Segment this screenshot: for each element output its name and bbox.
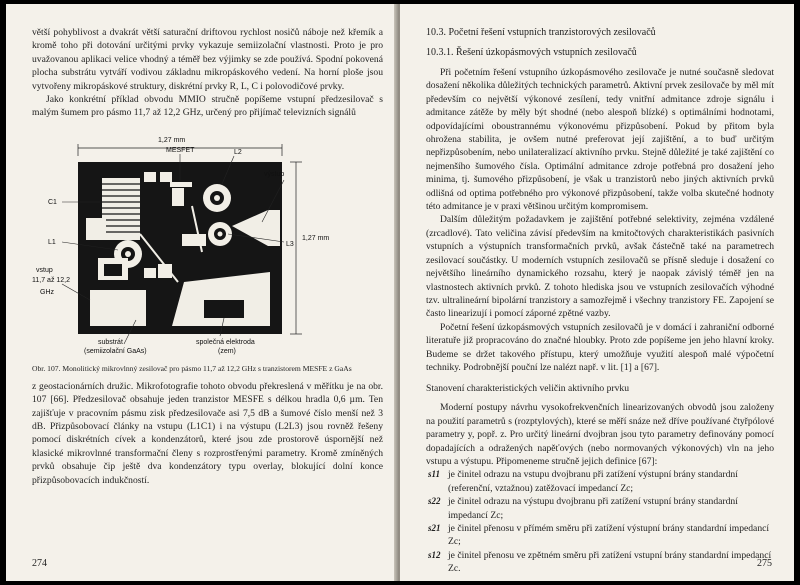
- paragraph: Početní řešení úzkopásmových vstupních zesilovačů je v domácí i zahraniční odborné literatuře již propracováno do značné hloubky. Proto zde popíšeme jen jeho hlavní kroky. Budeme se držet takového přístupu, který umožňuje využití alespoň malé výpočetní techniky. Podrobnější pouční lze nalézt např. v lit. [1] a [67].: [426, 321, 774, 373]
- parameter-symbol: s12: [428, 549, 441, 560]
- definition-text: je činitel odrazu na vstupu dvojbranu při zatížení výstupní brány standardní (referenční, vztažnou) zatěžovací impedancí Zc;: [448, 469, 738, 494]
- definition-text: je činitel přenosu ve zpětném směru při zatížení vstupní brány standardní impedancí Zc.: [448, 549, 772, 575]
- chip-layout-drawing: [32, 122, 383, 362]
- l3-label: L3: [286, 240, 294, 248]
- l2-label: L2: [234, 148, 242, 156]
- input-frequency-label: 11,7 až 12,2: [32, 276, 71, 284]
- definition-item: [426, 522, 774, 549]
- right-page: [400, 4, 794, 581]
- ghz-label: GHz: [40, 288, 54, 296]
- definition-item: [426, 549, 774, 576]
- left-page: [6, 4, 397, 581]
- page-number: 274: [32, 558, 47, 569]
- definition-text: je činitel přenosu v přímém směru při zatížení výstupní brány standardní impedancí Zc;: [448, 523, 770, 548]
- paragraph: Dalším důležitým požadavkem je zajištění potřebné selektivity, zejména vzdálené (zrcadlové). Tato veličina závisí především na kmitočtových charakteristikách pasivních vstupních a výstupních transformačních prvků, avšak částečně také na parametrech zesilovací součástky. U moderních vstupních zesilovačů se přísně sleduje i dosažení co největšího lineárního dynamického rozsahu, který je naopak závislý téměř jen na vlastnostech aktivních prvků. Z tohoto hlediska jsou ve vstupních zesilovačích výhodné tzv. ultralineární bipolární tranzistory a samozřejmě i všechny tranzistory FE. Zapojení se často linearizují i pomocí záporné zpětné vazby.: [426, 214, 774, 320]
- definition-item: [426, 495, 774, 522]
- electrode-label: společná elektroda: [196, 338, 255, 346]
- figure-107: [32, 122, 383, 362]
- definition-item: [426, 468, 774, 495]
- dim-top-label: 1,27 mm: [158, 136, 186, 144]
- parameter-symbol: s11: [428, 469, 441, 480]
- output-label: výstup: [264, 170, 285, 178]
- input-label: vstup: [36, 266, 53, 274]
- parameter-symbol: s21: [428, 523, 441, 533]
- subsection-heading: 10.3.1. Řešení úzkopásmových vstupních zesilovačů: [426, 47, 637, 58]
- parameter-symbol: s22: [428, 496, 441, 507]
- paragraph: větší pohyblivost a dvakrát větší saturační driftovou rychlost nosičů náboje než křemík a kromě toho při dotování určitými prvky vykazuje semiizolační vlastnosti. Proto je pro uvažovanou aplikaci velice vhodný a téměř bez výjimky se zde používá. Spodní pokovená plocha substrátu vytváří vodivou základnu mikropáskového vedení. Na horní ploše jsou vytvořeny mikropáskové struktury, diskrétní prvky R, L, C i polovodičové prvky.: [32, 27, 383, 92]
- paragraph: Jako konkrétní příklad obvodu MMIO stručně popíšeme vstupní předzesilovač s malým šumem pro pásmo 11,7 až 12,2 GHz, určený pro přijímač televizních signálů: [32, 94, 383, 119]
- mesfet-label: MESFET: [166, 146, 195, 154]
- substrate-label: substrát: [98, 338, 123, 346]
- electrode-note: (zem): [218, 347, 236, 355]
- page-number: 275: [757, 558, 772, 569]
- dim-right-label: 1,27 mm: [302, 234, 330, 242]
- subheading: Stanovení charakteristických veličin aktivního prvku: [426, 383, 630, 395]
- paragraph: Moderní postupy návrhu vysokofrekvenčních linearizovaných obvodů jsou založeny na použití parametrů s (rozptylových), které se měří snáze než dříve používané čtyřpólové parametry y, popř. z. Pro určitý lineární dvojbran jsou tyto parametry definovány pomocí dopadajících a odražených napěťových (nebo normovaných výkonových) vln na jeho vstupu a výstupu. Připomeneme stručně jejich definice [67]:: [426, 402, 774, 467]
- l1-label: L1: [48, 238, 56, 246]
- figure-caption: Obr. 107. Monolitický mikrovlnný zesilovač pro pásmo 11,7 až 12,2 GHz s tranzistorem MESFE z GaAs: [32, 363, 352, 373]
- paragraph: Při početním řešení vstupního úzkopásmového zesilovače je nutné současně sledovat dosažení několika důležitých technických parametrů. Aktivní prvek zesilovače by měl mít především co největší výkonové zesílení, tedy vnitřní admitance zdroje signálu i admitance zátěže by měly být shodné (nebo alespoň blízké) s optimálními hodnotami, odpovídajícími oboustrannému výkonovému přizpůsobení. Pokud by přitom byla ohrožena stabilita, je ovšem nutné preferovat její zajištění, a to buď určitým nepřizpůsobením, nebo unilateralizací aktivního prvku. Stejně důležité je také zajištění co nejmenšího šumového čísla. Optimální admitance zdroje potřebná pro dosažení jeho minima, tj. šumového přizpůsobení, je však u tranzistorů nebo jiných aktivních prvků odlišná od optima potřebného pro výkonové přizpůsobení, takže volba skutečné hodnoty této admitance je v praxi většinou určitým kompromisem.: [426, 67, 774, 213]
- substrate-note: (semiizolační GaAs): [84, 347, 147, 355]
- section-heading: 10.3. Početní řešení vstupních tranzistorových zesilovačů: [426, 27, 656, 38]
- paragraph: z geostacionárních družic. Mikrofotografie tohoto obvodu překreslená v měřítku je na obr. 107 [66]. Předzesilovač obsahuje jeden tranzistor MESFE s délkou hradla 0,6 µm. Ten zajišťuje v pracovním pásmu zisk předzesilovače asi 7,5 dB a šumové číslo menší než 3 dB. Přizpůsobovací články na vstupu (L1C1) i na výstupu (L2L3) jsou rovněž řešeny pomocí diskrétních cívek a kondenzátorů, které jsou zde prostorově úspornější než klasické mikrovlnné transformační členy s rozprostřenými parametry. Kromě zmíněných prvků obsahuje čip ještě dva kondenzátory typu overlay, blokující dolní konce přizpůsobovacích indukčností.: [32, 380, 383, 486]
- c1-label: C1: [48, 198, 57, 206]
- definition-text: je činitel odrazu na výstupu dvojbranu při zatížení vstupní brány standardní impedancí Zc;: [448, 496, 738, 521]
